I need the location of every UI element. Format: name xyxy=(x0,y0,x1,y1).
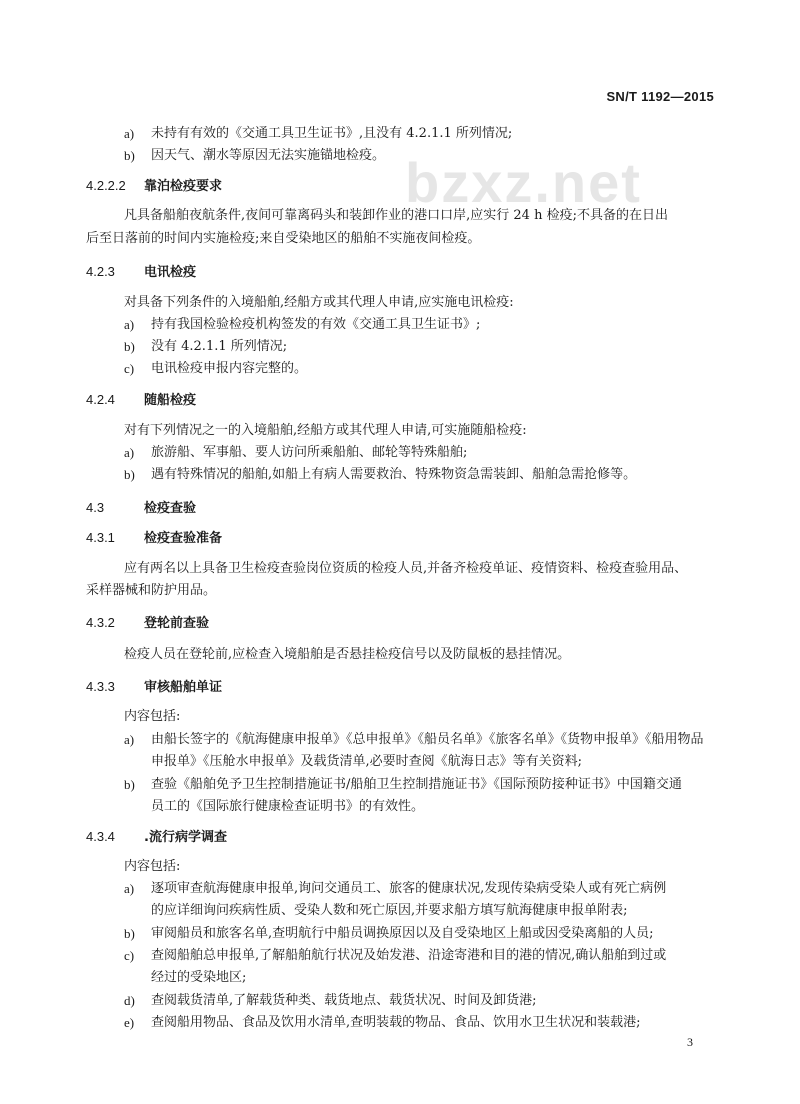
list-item-continuation: 申报单》《压舱水申报单》及载货清单,必要时查阅《航海日志》等有关资料; xyxy=(151,754,583,769)
list-item-text: 持有我国检验检疫机构签发的有效《交通工具卫生证书》; xyxy=(151,317,481,332)
section-heading xyxy=(86,528,222,549)
section-title: 随船检疫 xyxy=(144,393,197,408)
list-item-label: a) xyxy=(124,445,135,460)
section-number: 4.2.4 xyxy=(86,392,115,407)
watermark: bzxz.net xyxy=(405,151,642,214)
list-item-continuation: 员工的《国际旅行健康检查证明书》的有效性。 xyxy=(151,799,425,814)
paragraph-line: 采样器械和防护用品。 xyxy=(86,583,217,598)
section-title: 检疫查验准备 xyxy=(144,531,223,546)
list-item-text: 查阅载货清单,了解载货种类、载货地点、载货状况、时间及卸货港; xyxy=(151,993,537,1008)
paragraph-line: 内容包括: xyxy=(124,709,181,724)
list-item-label: a) xyxy=(124,126,135,141)
list-item-text: 电讯检疫申报内容完整的。 xyxy=(151,361,308,376)
list-item-text: 查阅船舶总申报单,了解船舶航行状况及始发港、沿途寄港和目的港的情况,确认船舶到过或 xyxy=(151,948,667,963)
list-item-text: 查阅船用物品、食品及饮用水清单,查明装载的物品、食品、饮用水卫生状况和装载港; xyxy=(151,1015,641,1030)
list-item-label: a) xyxy=(124,732,135,747)
list-item-label: a) xyxy=(124,881,135,896)
section-heading xyxy=(86,498,196,519)
list-item-label: c) xyxy=(124,948,135,963)
list-item-label: b) xyxy=(124,467,135,482)
list-item-continuation: 的应详细询问疾病性质、受染人数和死亡原因,并要求船方填写航海健康申报单附表; xyxy=(151,903,628,918)
standard-code: SN/T 1192—2015 xyxy=(606,89,714,104)
list-item-text: 遇有特殊情况的船舶,如船上有病人需要救治、特殊物资急需装卸、船舶急需抢修等。 xyxy=(151,467,637,482)
section-number: 4.2.3 xyxy=(86,264,115,279)
list-item-label: b) xyxy=(124,339,135,354)
section-number: 4.2.2.2 xyxy=(86,178,126,193)
paragraph-line: 检疫人员在登轮前,应检查入境船舶是否悬挂检疫信号以及防鼠板的悬挂情况。 xyxy=(124,647,571,662)
list-item-label: a) xyxy=(124,317,135,332)
paragraph-line: 应有两名以上具备卫生检疫查验岗位资质的检疫人员,并备齐检疫单证、疫情资料、检疫查验用品、 xyxy=(124,561,688,576)
section-title: .流行病学调查 xyxy=(144,830,227,845)
page-number: 3 xyxy=(687,1035,693,1049)
section-title: 审核船舶单证 xyxy=(144,680,223,695)
list-item-label: b) xyxy=(124,926,135,941)
section-title: 靠泊检疫要求 xyxy=(144,179,223,194)
list-item-text: 未持有有效的《交通工具卫生证书》,且没有 4.2.1.1 所列情况; xyxy=(151,126,513,141)
list-item-continuation: 经过的受染地区; xyxy=(151,970,247,985)
list-item-label: b) xyxy=(124,777,135,792)
list-item-label: c) xyxy=(124,361,135,376)
paragraph-line: 对具备下列条件的入境船舶,经船方或其代理人申请,应实施电讯检疫: xyxy=(124,295,514,310)
section-heading xyxy=(86,262,196,283)
list-item-label: b) xyxy=(124,148,135,163)
list-item-label: d) xyxy=(124,993,135,1008)
list-item-text: 由船长签字的《航海健康申报单》《总申报单》《船员名单》《旅客名单》《货物申报单》《船用物品 xyxy=(151,732,704,747)
list-item-text: 旅游船、军事船、要人访问所乘船舶、邮轮等特殊船舶; xyxy=(151,445,468,460)
section-heading xyxy=(86,677,222,698)
section-number: 4.3.2 xyxy=(86,615,115,630)
section-number: 4.3.4 xyxy=(86,829,115,844)
paragraph-line: 凡具备船舶夜航条件,夜间可靠离码头和装卸作业的港口口岸,应实行 24 h 检疫;不具备的在日出 xyxy=(124,208,668,223)
paragraph-line: 内容包括: xyxy=(124,859,181,874)
section-number: 4.3.3 xyxy=(86,679,115,694)
section-heading xyxy=(86,613,209,634)
list-item-text: 因天气、潮水等原因无法实施锚地检疫。 xyxy=(151,148,386,163)
paragraph-line: 后至日落前的时间内实施检疫;来自受染地区的船舶不实施夜间检疫。 xyxy=(86,231,481,246)
section-title: 登轮前查验 xyxy=(144,616,210,631)
section-heading xyxy=(86,827,227,848)
list-item-text: 逐项审查航海健康申报单,询问交通员工、旅客的健康状况,发现传染病受染人或有死亡病例 xyxy=(151,881,667,896)
list-item-text: 没有 4.2.1.1 所列情况; xyxy=(151,339,288,354)
section-number: 4.3.1 xyxy=(86,530,115,545)
paragraph-line: 对有下列情况之一的入境船舶,经船方或其代理人申请,可实施随船检疫: xyxy=(124,423,527,438)
section-title: 电讯检疫 xyxy=(144,265,197,280)
section-heading xyxy=(86,176,222,197)
list-item-label: e) xyxy=(124,1015,135,1030)
list-item-text: 审阅船员和旅客名单,查明航行中船员调换原因以及自受染地区上船或因受染离船的人员; xyxy=(151,926,654,941)
list-item-text: 查验《船舶免予卫生控制措施证书/船舶卫生控制措施证书》《国际预防接种证书》中国籍交通 xyxy=(151,777,682,792)
section-number: 4.3 xyxy=(86,500,105,515)
section-heading xyxy=(86,390,196,411)
section-title: 检疫查验 xyxy=(144,501,197,516)
